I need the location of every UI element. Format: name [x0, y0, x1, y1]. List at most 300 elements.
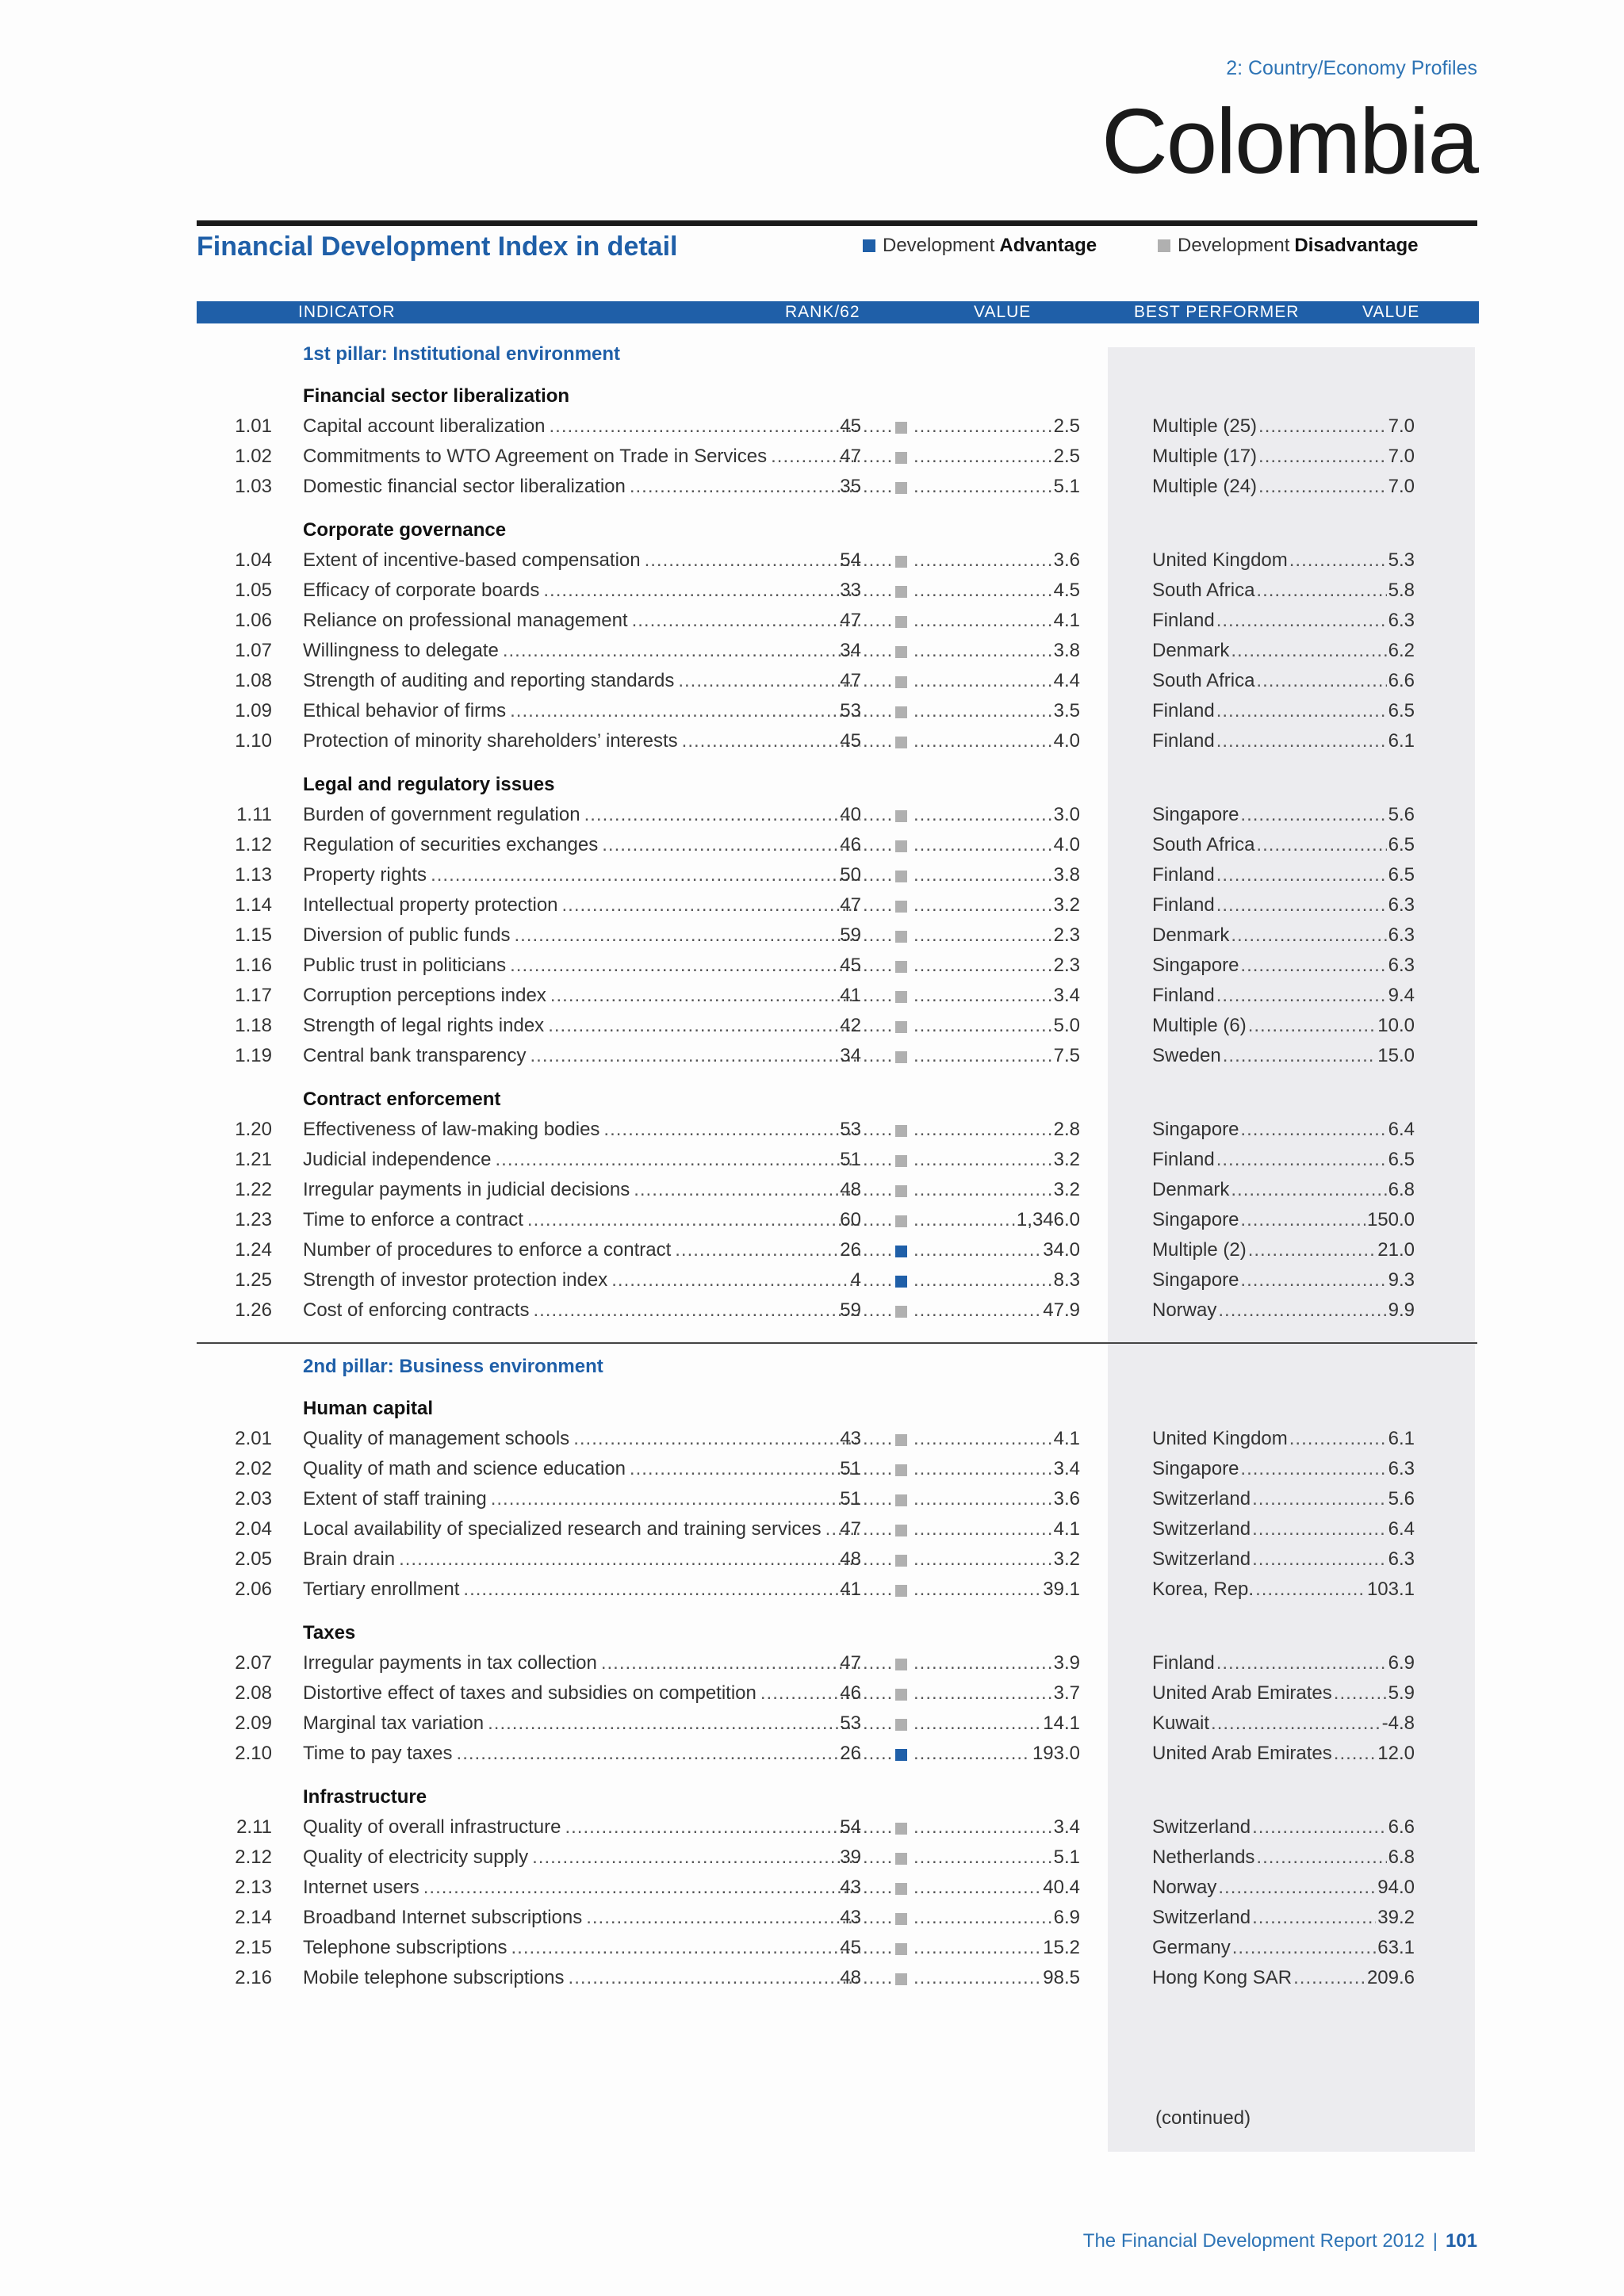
col-best-performer: BEST PERFORMER — [1134, 303, 1300, 321]
leader-dots — [863, 1045, 891, 1067]
leader-dots — [914, 1712, 1041, 1735]
leader-dots — [914, 1149, 1052, 1171]
leader-dots — [584, 804, 860, 826]
leader-dots — [914, 1179, 1052, 1201]
leader-dots — [863, 1907, 891, 1929]
indicator-name-cell — [303, 1518, 864, 1540]
indicator-name-cell — [303, 1239, 864, 1261]
best-performer-cell — [1152, 1548, 1415, 1571]
best-performer-cell — [1152, 894, 1415, 916]
indicator-number: 1.20 — [235, 1119, 272, 1140]
indicator-number: 1.21 — [235, 1149, 272, 1170]
indicator-value: 2.3 — [1053, 955, 1080, 976]
leader-dots — [530, 1045, 860, 1067]
best-performer-name: United Arab Emirates — [1152, 1682, 1332, 1704]
indicator-name-cell — [303, 864, 864, 886]
indicator-value: 5.1 — [1053, 476, 1080, 497]
table-row — [0, 1149, 1624, 1176]
indicator-value: 34.0 — [1043, 1239, 1080, 1261]
col-rank: RANK/62 — [785, 303, 860, 321]
leader-dots — [863, 415, 891, 438]
leader-dots — [1218, 1299, 1386, 1322]
indicator-value: 3.7 — [1053, 1682, 1080, 1704]
leader-dots — [863, 1578, 891, 1601]
best-performer-cell — [1152, 730, 1415, 752]
leader-dots — [1256, 670, 1386, 692]
indicator-number: 2.05 — [235, 1548, 272, 1570]
table-row — [0, 1712, 1624, 1739]
indicator-value: 1,346.0 — [1016, 1209, 1080, 1230]
indicator-name: Property rights — [303, 864, 427, 886]
best-performer-value: 6.3 — [1388, 1458, 1415, 1479]
indicator-value: 7.5 — [1053, 1045, 1080, 1066]
indicator-name: Quality of math and science education — [303, 1458, 626, 1479]
table-row — [0, 924, 1624, 951]
top-rule — [197, 220, 1477, 226]
value-cell — [914, 985, 1080, 1007]
best-performer-name: Switzerland — [1152, 1907, 1251, 1928]
best-performer-value: 6.1 — [1388, 730, 1415, 752]
table-row — [0, 1548, 1624, 1575]
subsection-title: Contract enforcement — [303, 1089, 501, 1110]
table-row — [0, 1428, 1624, 1455]
indicator-value: 3.6 — [1053, 1488, 1080, 1510]
best-performer-cell — [1152, 446, 1415, 468]
leader-dots — [863, 1299, 891, 1322]
best-performer-value: 6.6 — [1388, 1816, 1415, 1838]
indicator-name-cell — [303, 1269, 864, 1292]
leader-dots — [602, 834, 860, 856]
indicator-number: 1.12 — [235, 834, 272, 855]
disadvantage-square-icon — [895, 676, 907, 688]
value-cell — [914, 1149, 1080, 1171]
pillar-divider — [197, 1342, 1477, 1344]
best-performer-value: 7.0 — [1388, 415, 1415, 437]
rank-value: 45 — [840, 1937, 861, 1958]
leader-dots — [457, 1743, 860, 1765]
rank-value: 50 — [840, 864, 861, 886]
best-performer-value: 6.3 — [1388, 924, 1415, 946]
disadvantage-square-icon — [895, 1306, 907, 1318]
indicator-name: Regulation of securities exchanges — [303, 834, 599, 855]
indicator-value: 3.5 — [1053, 700, 1080, 721]
best-performer-name: Norway — [1152, 1299, 1217, 1321]
leader-dots — [914, 955, 1052, 977]
value-cell — [914, 1045, 1080, 1067]
leader-dots — [1255, 1578, 1365, 1601]
best-performer-name: Finland — [1152, 985, 1215, 1006]
disadvantage-square-icon — [895, 1943, 907, 1955]
leader-dots — [914, 700, 1052, 722]
leader-dots — [863, 580, 891, 602]
leader-dots — [1252, 1548, 1387, 1571]
disadvantage-square-icon — [895, 1464, 907, 1476]
leader-dots — [914, 1652, 1052, 1674]
best-performer-cell — [1152, 955, 1415, 977]
indicator-name-cell — [303, 1846, 864, 1869]
indicator-value: 14.1 — [1043, 1712, 1080, 1734]
indicator-name: Judicial independence — [303, 1149, 492, 1170]
disadvantage-square-icon — [895, 1185, 907, 1197]
best-performer-value: 150.0 — [1366, 1209, 1415, 1230]
indicator-name: Quality of management schools — [303, 1428, 570, 1449]
leader-dots — [527, 1209, 860, 1231]
value-cell — [914, 580, 1080, 602]
best-performer-cell — [1152, 1937, 1415, 1959]
leader-dots — [863, 955, 891, 977]
leader-dots — [565, 1816, 860, 1839]
leader-dots — [1289, 549, 1387, 572]
indicator-name: Extent of staff training — [303, 1488, 487, 1510]
leader-dots — [863, 1937, 891, 1959]
disadvantage-square-icon — [895, 1155, 907, 1167]
value-cell — [914, 1548, 1080, 1571]
rank-value: 45 — [840, 415, 861, 437]
leader-dots — [863, 1743, 891, 1765]
table-row — [0, 1299, 1624, 1326]
best-performer-name: Finland — [1152, 700, 1215, 721]
best-performer-value: 15.0 — [1377, 1045, 1415, 1066]
leader-dots — [914, 1967, 1041, 1989]
leader-dots — [914, 894, 1052, 916]
leader-dots — [630, 476, 860, 498]
leader-dots — [914, 730, 1052, 752]
rank-value: 47 — [840, 1652, 861, 1674]
indicator-name: Protection of minority shareholders’ interests — [303, 730, 678, 752]
leader-dots — [863, 700, 891, 722]
best-performer-name: Multiple (25) — [1152, 415, 1258, 437]
rank-value: 48 — [840, 1179, 861, 1200]
subsection-title: Human capital — [303, 1398, 434, 1419]
subsection-title: Legal and regulatory issues — [303, 774, 555, 795]
rank-value: 59 — [840, 924, 861, 946]
best-performer-cell — [1152, 1119, 1415, 1141]
table-row — [0, 640, 1624, 667]
leader-dots — [863, 864, 891, 886]
indicator-number: 1.15 — [235, 924, 272, 946]
disadvantage-square-icon — [895, 961, 907, 973]
indicator-value: 15.2 — [1043, 1937, 1080, 1958]
leader-dots — [431, 864, 860, 886]
indicator-name-cell — [303, 1712, 864, 1735]
value-cell — [914, 1907, 1080, 1929]
best-performer-cell — [1152, 864, 1415, 886]
leader-dots — [550, 985, 860, 1007]
rank-value: 41 — [840, 1578, 861, 1600]
indicator-name-cell — [303, 1209, 864, 1231]
table-row — [0, 864, 1624, 891]
leader-dots — [1293, 1967, 1365, 1989]
leader-dots — [914, 446, 1052, 468]
leader-dots — [914, 1458, 1052, 1480]
leader-dots — [863, 476, 891, 498]
indicator-number: 2.10 — [235, 1743, 272, 1764]
best-performer-value: 10.0 — [1377, 1015, 1415, 1036]
disadvantage-square-icon — [895, 1525, 907, 1536]
best-performer-value: 21.0 — [1377, 1239, 1415, 1261]
disadvantage-square-icon — [895, 1689, 907, 1701]
indicator-name-cell — [303, 1652, 864, 1674]
rank-value: 4 — [850, 1269, 861, 1291]
legend-disadvantage — [1158, 235, 1418, 257]
value-cell — [914, 1179, 1080, 1201]
leader-dots — [1211, 1712, 1381, 1735]
indicator-number: 1.26 — [235, 1299, 272, 1321]
indicator-number: 1.25 — [235, 1269, 272, 1291]
leader-dots — [1218, 1877, 1376, 1899]
leader-dots — [863, 1816, 891, 1839]
indicator-name-cell — [303, 1877, 864, 1899]
indicator-name: Cost of enforcing contracts — [303, 1299, 530, 1321]
indicator-name: Diversion of public funds — [303, 924, 511, 946]
best-performer-name: United Kingdom — [1152, 1428, 1288, 1449]
indicator-value: 3.4 — [1053, 985, 1080, 1006]
best-performer-value: 6.3 — [1388, 894, 1415, 916]
leader-dots — [543, 580, 860, 602]
leader-dots — [863, 1179, 891, 1201]
table-row — [0, 894, 1624, 921]
indicator-name: Quality of electricity supply — [303, 1846, 529, 1868]
table-row — [0, 985, 1624, 1012]
indicator-number: 2.13 — [235, 1877, 272, 1898]
best-performer-value: 94.0 — [1377, 1877, 1415, 1898]
disadvantage-square-icon — [895, 1125, 907, 1137]
table-row — [0, 1937, 1624, 1964]
footer — [1083, 2230, 1477, 2252]
best-performer-name: Singapore — [1152, 955, 1239, 976]
indicator-name: Time to pay taxes — [303, 1743, 453, 1764]
table-row — [0, 1119, 1624, 1146]
disadvantage-square-icon — [895, 1853, 907, 1865]
disadvantage-square-icon — [1158, 239, 1170, 252]
best-performer-name: Kuwait — [1152, 1712, 1210, 1734]
leader-dots — [863, 1967, 891, 1989]
leader-dots — [914, 1518, 1052, 1540]
indicator-value: 193.0 — [1032, 1743, 1080, 1764]
indicator-name: Mobile telephone subscriptions — [303, 1967, 565, 1988]
disadvantage-square-icon — [895, 931, 907, 943]
leader-dots — [863, 640, 891, 662]
best-performer-cell — [1152, 1045, 1415, 1067]
leader-dots — [1248, 1015, 1377, 1037]
leader-dots — [863, 1209, 891, 1231]
leader-dots — [914, 1299, 1041, 1322]
leader-dots — [1231, 1179, 1386, 1201]
table-row — [0, 1816, 1624, 1843]
leader-dots — [863, 1682, 891, 1705]
disadvantage-square-icon — [895, 810, 907, 822]
rank-value: 40 — [840, 804, 861, 825]
leader-dots — [863, 1652, 891, 1674]
indicator-name-cell — [303, 549, 864, 572]
leader-dots — [863, 834, 891, 856]
best-performer-value: 6.5 — [1388, 700, 1415, 721]
indicator-number: 1.06 — [235, 610, 272, 631]
best-performer-cell — [1152, 1458, 1415, 1480]
best-performer-cell — [1152, 1015, 1415, 1037]
best-performer-cell — [1152, 1652, 1415, 1674]
indicator-name-cell — [303, 1179, 864, 1201]
pillar-title: 2nd pillar: Business environment — [303, 1356, 603, 1377]
section-label: 2: Country/Economy Profiles — [1226, 57, 1477, 79]
indicator-number: 1.05 — [235, 580, 272, 601]
best-performer-name: Switzerland — [1152, 1816, 1251, 1838]
rank-value: 60 — [840, 1209, 861, 1230]
table-row — [0, 1488, 1624, 1515]
value-cell — [914, 1682, 1080, 1705]
leader-dots — [1252, 1907, 1376, 1929]
leader-dots — [548, 1015, 860, 1037]
indicator-value: 4.0 — [1053, 730, 1080, 752]
indicator-value: 3.6 — [1053, 549, 1080, 571]
indicator-name-cell — [303, 1458, 864, 1480]
value-cell — [914, 1239, 1080, 1261]
best-performer-name: United Kingdom — [1152, 549, 1288, 571]
leader-dots — [914, 1877, 1041, 1899]
indicator-value: 47.9 — [1043, 1299, 1080, 1321]
indicator-name-cell — [303, 415, 864, 438]
indicator-number: 1.24 — [235, 1239, 272, 1261]
leader-dots — [914, 864, 1052, 886]
best-performer-name: Singapore — [1152, 804, 1239, 825]
leader-dots — [399, 1548, 860, 1571]
indicator-name: Irregular payments in tax collection — [303, 1652, 597, 1674]
value-cell — [914, 955, 1080, 977]
leader-dots — [1216, 610, 1387, 632]
indicator-number: 1.14 — [235, 894, 272, 916]
leader-dots — [1216, 730, 1387, 752]
leader-dots — [632, 610, 860, 632]
value-cell — [914, 1015, 1080, 1037]
best-performer-value: 6.9 — [1388, 1652, 1415, 1674]
indicator-name-cell — [303, 924, 864, 947]
best-performer-cell — [1152, 1907, 1415, 1929]
best-performer-cell — [1152, 580, 1415, 602]
indicator-value: 5.1 — [1053, 1846, 1080, 1868]
leader-dots — [1258, 415, 1387, 438]
best-performer-cell — [1152, 1816, 1415, 1839]
table-row — [0, 1907, 1624, 1934]
rank-value: 35 — [840, 476, 861, 497]
indicator-value: 2.8 — [1053, 1119, 1080, 1140]
best-performer-value: 6.3 — [1388, 955, 1415, 976]
value-cell — [914, 1967, 1080, 1989]
indicator-value: 4.0 — [1053, 834, 1080, 855]
disadvantage-square-icon — [895, 556, 907, 568]
leader-dots — [488, 1712, 860, 1735]
disadvantage-square-icon — [895, 1659, 907, 1670]
value-cell — [914, 834, 1080, 856]
column-header-bar — [197, 301, 1479, 323]
indicator-number: 1.08 — [235, 670, 272, 691]
indicator-name-cell — [303, 446, 864, 468]
leader-dots — [914, 1907, 1052, 1929]
indicator-name: Intellectual property protection — [303, 894, 558, 916]
indicator-name-cell — [303, 670, 864, 692]
leader-dots — [510, 700, 860, 722]
indicator-name: Domestic financial sector liberalization — [303, 476, 626, 497]
value-cell — [914, 1209, 1080, 1231]
indicator-value: 4.4 — [1053, 670, 1080, 691]
leader-dots — [1289, 1428, 1387, 1450]
value-cell — [914, 1458, 1080, 1480]
best-performer-value: 6.3 — [1388, 1548, 1415, 1570]
indicator-name-cell — [303, 1299, 864, 1322]
rank-value: 43 — [840, 1907, 861, 1928]
leader-dots — [914, 1428, 1052, 1450]
value-cell — [914, 864, 1080, 886]
table-row — [0, 1239, 1624, 1266]
leader-dots — [1240, 1458, 1386, 1480]
indicator-name: Willingness to delegate — [303, 640, 499, 661]
leader-dots — [863, 610, 891, 632]
rank-value: 26 — [840, 1239, 861, 1261]
best-performer-value: 6.5 — [1388, 864, 1415, 886]
best-performer-cell — [1152, 1682, 1415, 1705]
leader-dots — [863, 549, 891, 572]
indicator-name: Central bank transparency — [303, 1045, 527, 1066]
best-performer-value: 63.1 — [1377, 1937, 1415, 1958]
disadvantage-square-icon — [895, 646, 907, 658]
best-performer-value: 6.4 — [1388, 1119, 1415, 1140]
best-performer-cell — [1152, 1269, 1415, 1292]
indicator-number: 1.02 — [235, 446, 272, 467]
value-cell — [914, 415, 1080, 438]
best-performer-value: 39.2 — [1377, 1907, 1415, 1928]
best-performer-cell — [1152, 1239, 1415, 1261]
best-performer-cell — [1152, 1518, 1415, 1540]
best-performer-name: Finland — [1152, 1652, 1215, 1674]
leader-dots — [863, 1269, 891, 1292]
value-cell — [914, 476, 1080, 498]
rank-value: 59 — [840, 1299, 861, 1321]
indicator-name: Local availability of specialized research and training services — [303, 1518, 822, 1540]
leader-dots — [914, 580, 1052, 602]
best-performer-value: 5.6 — [1388, 804, 1415, 825]
disadvantage-square-icon — [895, 1555, 907, 1567]
leader-dots — [863, 985, 891, 1007]
country-title: Colombia — [1101, 90, 1477, 193]
indicator-value: 3.0 — [1053, 804, 1080, 825]
value-cell — [914, 1119, 1080, 1141]
rank-value: 33 — [840, 580, 861, 601]
rank-value: 48 — [840, 1967, 861, 1988]
indicator-name-cell — [303, 804, 864, 826]
best-performer-name: Multiple (6) — [1152, 1015, 1247, 1036]
best-performer-cell — [1152, 1846, 1415, 1869]
indicator-value: 6.9 — [1053, 1907, 1080, 1928]
best-performer-cell — [1152, 549, 1415, 572]
leader-dots — [863, 1458, 891, 1480]
table-row — [0, 804, 1624, 831]
best-performer-cell — [1152, 670, 1415, 692]
best-performer-value: 5.3 — [1388, 549, 1415, 571]
leader-dots — [1252, 1518, 1387, 1540]
indicator-number: 1.09 — [235, 700, 272, 721]
best-performer-cell — [1152, 415, 1415, 438]
leader-dots — [1334, 1743, 1377, 1765]
leader-dots — [491, 1488, 860, 1510]
best-performer-cell — [1152, 985, 1415, 1007]
leader-dots — [1232, 1937, 1377, 1959]
legend-advantage-prefix: Development — [883, 235, 995, 256]
legend-disadvantage-prefix: Development — [1178, 235, 1290, 256]
best-performer-name: Singapore — [1152, 1269, 1239, 1291]
indicator-number: 1.19 — [235, 1045, 272, 1066]
disadvantage-square-icon — [895, 991, 907, 1003]
disadvantage-square-icon — [895, 737, 907, 748]
value-cell — [914, 1937, 1080, 1959]
